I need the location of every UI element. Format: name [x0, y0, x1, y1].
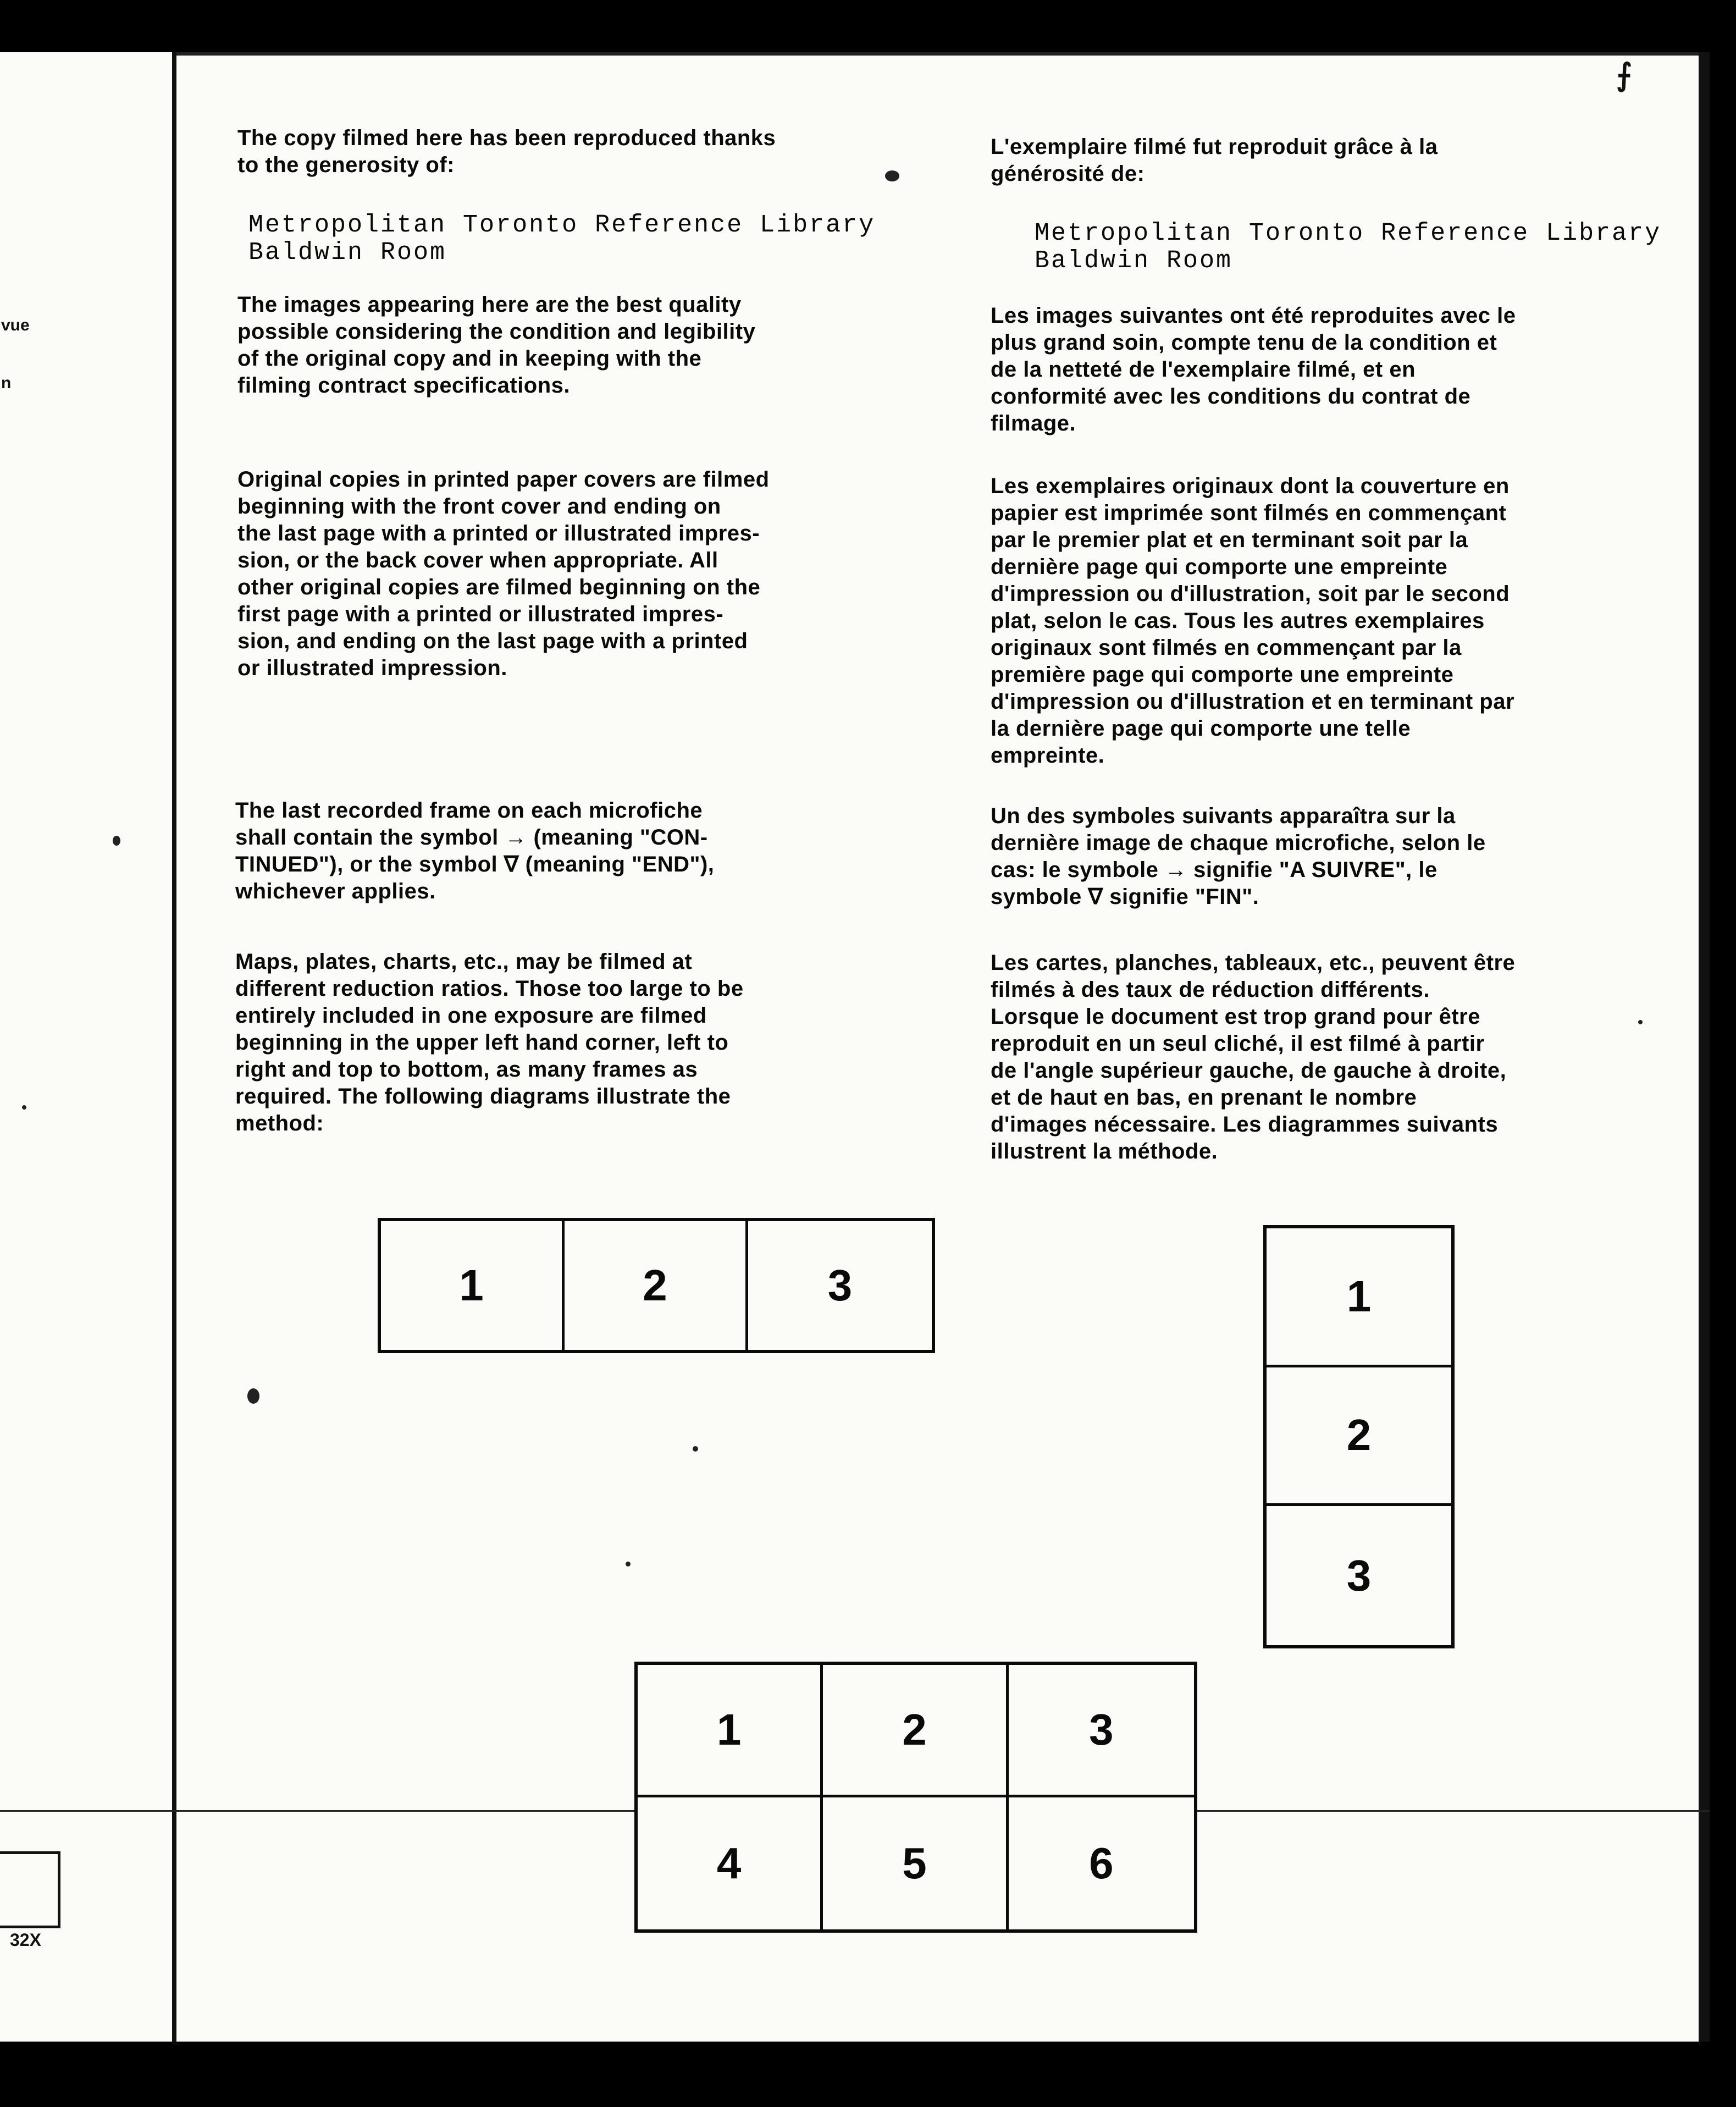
margin-rule [172, 52, 176, 2042]
scan-speck [113, 836, 120, 846]
french-maps-note: Les cartes, planches, tableaux, etc., peuvent être filmés à des taux de réduction différents. Lorsque le document est trop grand pour être reproduit en un seul cliché, il est filmé à partir de l'angle supérieur gauche, de gauche à droite, et de haut en bas, en prenant le nombre d'images nécessaire. Les diagrammes suivants illustrent la méthode. [991, 951, 1516, 1163]
scan-speck [885, 170, 899, 181]
french-library-name: Metropolitan Toronto Reference Library Baldwin Room [1035, 219, 1662, 275]
english-maps-note: Maps, plates, charts, etc., may be filmed at different reduction ratios. Those too large to be entirely included in one exposure are filmed beginning in the upper left hand corner, left to right and top to bottom, as many frames as required. The following diagrams illustrate the method: [235, 950, 744, 1135]
frame-cell: 2 [823, 1665, 1008, 1797]
frame-cell: 6 [1089, 1838, 1114, 1888]
french-quality-statement: Les images suivantes ont été reproduites avec le plus grand soin, compte tenu de la condition et de la netteté de l'exemplaire filmé, et en conformité avec les conditions du contrat de filmage. [991, 304, 1516, 435]
microfiche-page [0, 52, 1710, 2042]
diagram-horizontal-frames [378, 1218, 935, 1353]
french-frame-symbol: Un des symboles suivants apparaîtra sur la dernière image de chaque microfiche, selon le cas: le symbole → signifie "A SUIVRE", le symbole ∇ signifie "FIN". [991, 804, 1486, 909]
frame-cell: 4 [638, 1797, 823, 1930]
frame-cell: 1 [1267, 1228, 1451, 1367]
margin-fragment-1: vue [1, 316, 30, 334]
margin-fragment-2: n [1, 374, 12, 392]
scan-speck [693, 1446, 698, 1452]
frame-cell: 2 [565, 1221, 748, 1350]
english-credit-intro: The copy filmed here has been reproduced thanks to the generosity of: [237, 126, 776, 177]
english-quality-statement: The images appearing here are the best quality possible considering the condition and legibility of the original copy and in keeping with the filming contract specifications. [237, 293, 756, 398]
diagram-vertical-frames [1263, 1225, 1455, 1648]
frame-cell: 2 [1267, 1367, 1451, 1507]
calibration-label: 32X [10, 1930, 41, 1950]
scan-speck [247, 1388, 259, 1404]
french-credit-intro: L'exemplaire filmé fut reproduit grâce à la générosité de: [991, 135, 1438, 186]
scan-speck [22, 1105, 26, 1110]
frame-cell: 3 [1009, 1665, 1194, 1797]
english-original-copies: Original copies in printed paper covers are filmed beginning with the front cover and ending on the last page with a printed or illustrated impres- sion, or the back cover when appropriate. All other original copies are filmed beginning on the first page with a printed or illustrated impres- sion, and ending on the last page with a printed or illustrated impression. [237, 467, 770, 680]
top-rule [172, 52, 1710, 56]
frame-cell: 1 [381, 1221, 565, 1350]
corner-mark: ⨍ [1616, 57, 1633, 92]
frame-cell: 3 [1346, 1551, 1372, 1600]
frame-cell: 5 [823, 1797, 1008, 1930]
frame-cell: 3 [827, 1261, 853, 1310]
english-library-name: Metropolitan Toronto Reference Library Baldwin Room [248, 211, 876, 267]
scan-speck [1638, 1020, 1643, 1024]
scan-speck [626, 1562, 631, 1567]
english-frame-symbol: The last recorded frame on each microfiche shall contain the symbol → (meaning "CON- TINUED"), or the symbol ∇ (meaning "END"), whichever applies. [235, 798, 715, 903]
calibration-box [0, 1851, 60, 1928]
frame-cell: 1 [638, 1665, 823, 1797]
french-original-copies: Les exemplaires originaux dont la couverture en papier est imprimée sont filmés en commençant par le premier plat et en terminant soit par la dernière page qui comporte une empreinte d'impression ou d'illustration, soit par le second plat, selon le cas. Tous les autres exemplaires originaux sont filmés en commençant par la première page qui comporte une empreinte d'impression ou d'illustration et en terminant par la dernière page qui comporte une telle empreinte. [991, 474, 1515, 768]
diagram-grid-frames [634, 1662, 1197, 1933]
right-edge-rule [1699, 52, 1710, 2042]
